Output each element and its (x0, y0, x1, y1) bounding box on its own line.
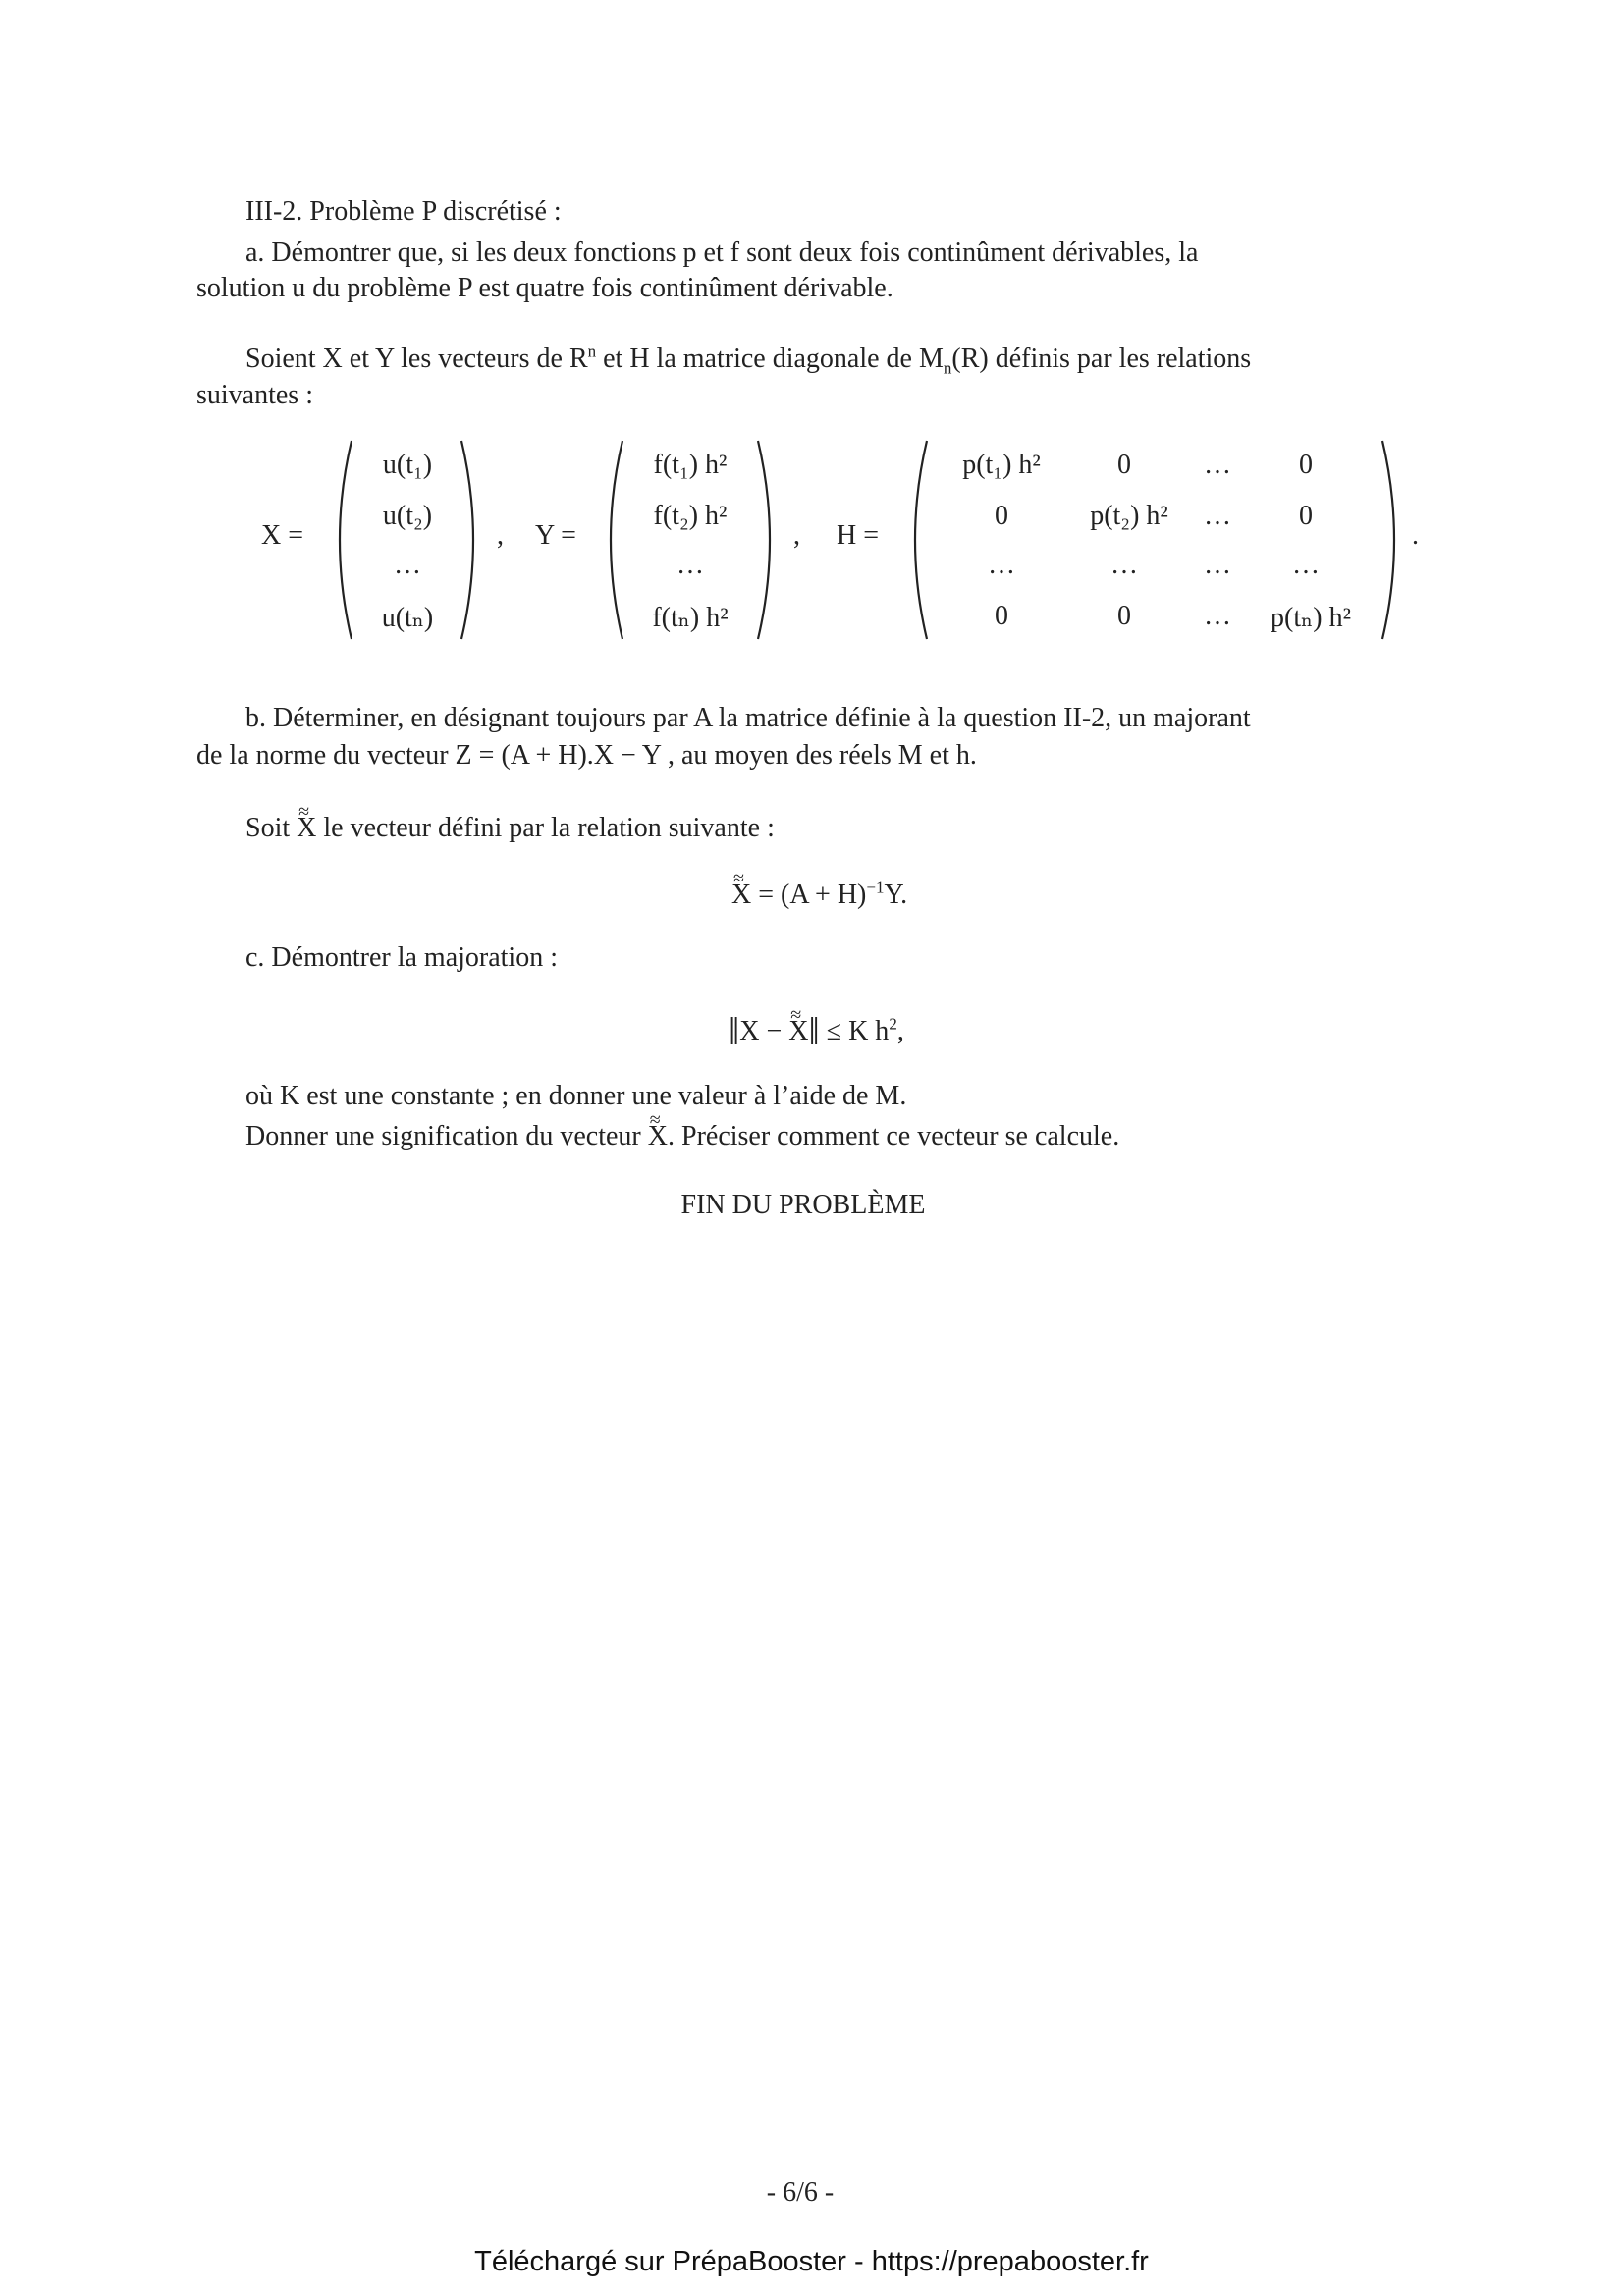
x-tilde: ≈ X (648, 1119, 668, 1154)
h-cell-2-4: 0 (1299, 501, 1313, 531)
y-entry-4: f(tₙ) h² (652, 603, 729, 633)
eq2-sup: 2 (889, 1014, 897, 1034)
y-entry-3: … (676, 550, 704, 580)
h-cell-1-2: 0 (1117, 450, 1131, 480)
h-right-paren (1379, 437, 1408, 643)
norm-bar-left: ‖ (729, 1009, 740, 1053)
intro-part3: (R) définis par les relations (951, 344, 1252, 374)
h-cell-2-2: p(t₂) h² (1090, 501, 1168, 531)
eq1-end: Y. (884, 880, 908, 910)
x-tilde: ≈ X (731, 878, 751, 913)
soit-pre: Soit (245, 813, 298, 843)
h-left-paren (901, 437, 931, 643)
x-tilde: ≈ X (297, 811, 316, 846)
h-cell-1-1: p(t₁) h² (962, 450, 1041, 480)
y-left-paren (597, 437, 626, 643)
equation-x-tilde (731, 878, 907, 913)
h-cell-2-3: … (1204, 501, 1231, 531)
eq1-sup: −1 (866, 878, 885, 897)
signification-line (245, 1119, 1119, 1154)
constant-line: où K est une constante ; en donner une valeur à l’aide de M. (245, 1081, 907, 1111)
section-title: III-2. Problème P discrétisé : (245, 196, 562, 227)
eq1-rhs: = (A + H) (751, 880, 867, 910)
intro-part2: et H la matrice diagonale de M (596, 344, 944, 374)
h-cell-4-1: 0 (995, 601, 1008, 631)
y-entry-1: f(t₁) h² (653, 450, 728, 480)
eq2-pre: X − (739, 1016, 789, 1046)
end-title: FIN DU PROBLÈME (680, 1190, 926, 1220)
x-entry-4: u(tₙ) (381, 603, 434, 633)
eq2-rhs: ≤ K h (819, 1016, 890, 1046)
question-b-line2: de la norme du vecteur Z = (A + H).X − Y , au moyen des réels M et h. (196, 740, 977, 771)
h-cell-3-2: … (1110, 550, 1138, 580)
soit-line (245, 811, 775, 846)
x-left-paren (326, 437, 355, 643)
h-cell-1-4: 0 (1299, 450, 1313, 480)
question-b-line1: b. Déterminer, en désignant toujours par A la matrice définie à la question II-2, un majorant (245, 703, 1251, 733)
download-footer: Téléchargé sur PrépaBooster - https://prepabooster.fr (474, 2246, 1149, 2277)
norm-bar-right: ‖ (808, 1009, 820, 1053)
h-cell-4-3: … (1204, 601, 1231, 631)
equation-majoration (729, 1009, 904, 1053)
intro-line2: suivantes : (196, 380, 313, 410)
y-label: Y = (535, 520, 576, 551)
intro-sub-n: n (943, 358, 952, 378)
h-cell-3-4: … (1292, 550, 1320, 580)
x-right-paren (458, 437, 487, 643)
h-cell-3-3: … (1204, 550, 1231, 580)
period: . (1412, 520, 1419, 551)
h-cell-1-3: … (1204, 450, 1231, 480)
comma-1: , (497, 520, 504, 551)
h-cell-2-1: 0 (995, 501, 1008, 531)
h-cell-3-1: … (988, 550, 1015, 580)
y-entry-2: f(t₂) h² (653, 501, 728, 531)
x-label: X = (261, 520, 304, 551)
intro-part1: Soient X et Y les vecteurs de R (245, 344, 588, 374)
question-c: c. Démontrer la majoration : (245, 942, 558, 973)
x-entry-3: … (394, 550, 421, 580)
h-label: H = (837, 520, 880, 551)
intro-sup-n: n (587, 342, 597, 361)
eq2-end: , (896, 1016, 904, 1046)
h-cell-4-4: p(tₙ) h² (1271, 603, 1351, 633)
h-cell-4-2: 0 (1117, 601, 1131, 631)
x-tilde: ≈ X (788, 1014, 808, 1049)
question-a-line2: solution u du problème P est quatre fois continûment dérivable. (196, 273, 893, 303)
page-number: - 6/6 - (766, 2177, 835, 2208)
sig-pre: Donner une signification du vecteur (245, 1121, 648, 1151)
x-entry-1: u(t₁) (382, 450, 433, 480)
question-a-line1: a. Démontrer que, si les deux fonctions p et f sont deux fois continûment dérivables, la (245, 238, 1199, 268)
matrix-block (0, 0, 1623, 687)
sig-post: . Préciser comment ce vecteur se calcule. (668, 1121, 1120, 1151)
y-right-paren (754, 437, 784, 643)
x-entry-2: u(t₂) (382, 501, 433, 531)
soit-post: le vecteur défini par la relation suivante : (316, 813, 775, 843)
comma-2: , (793, 520, 800, 551)
